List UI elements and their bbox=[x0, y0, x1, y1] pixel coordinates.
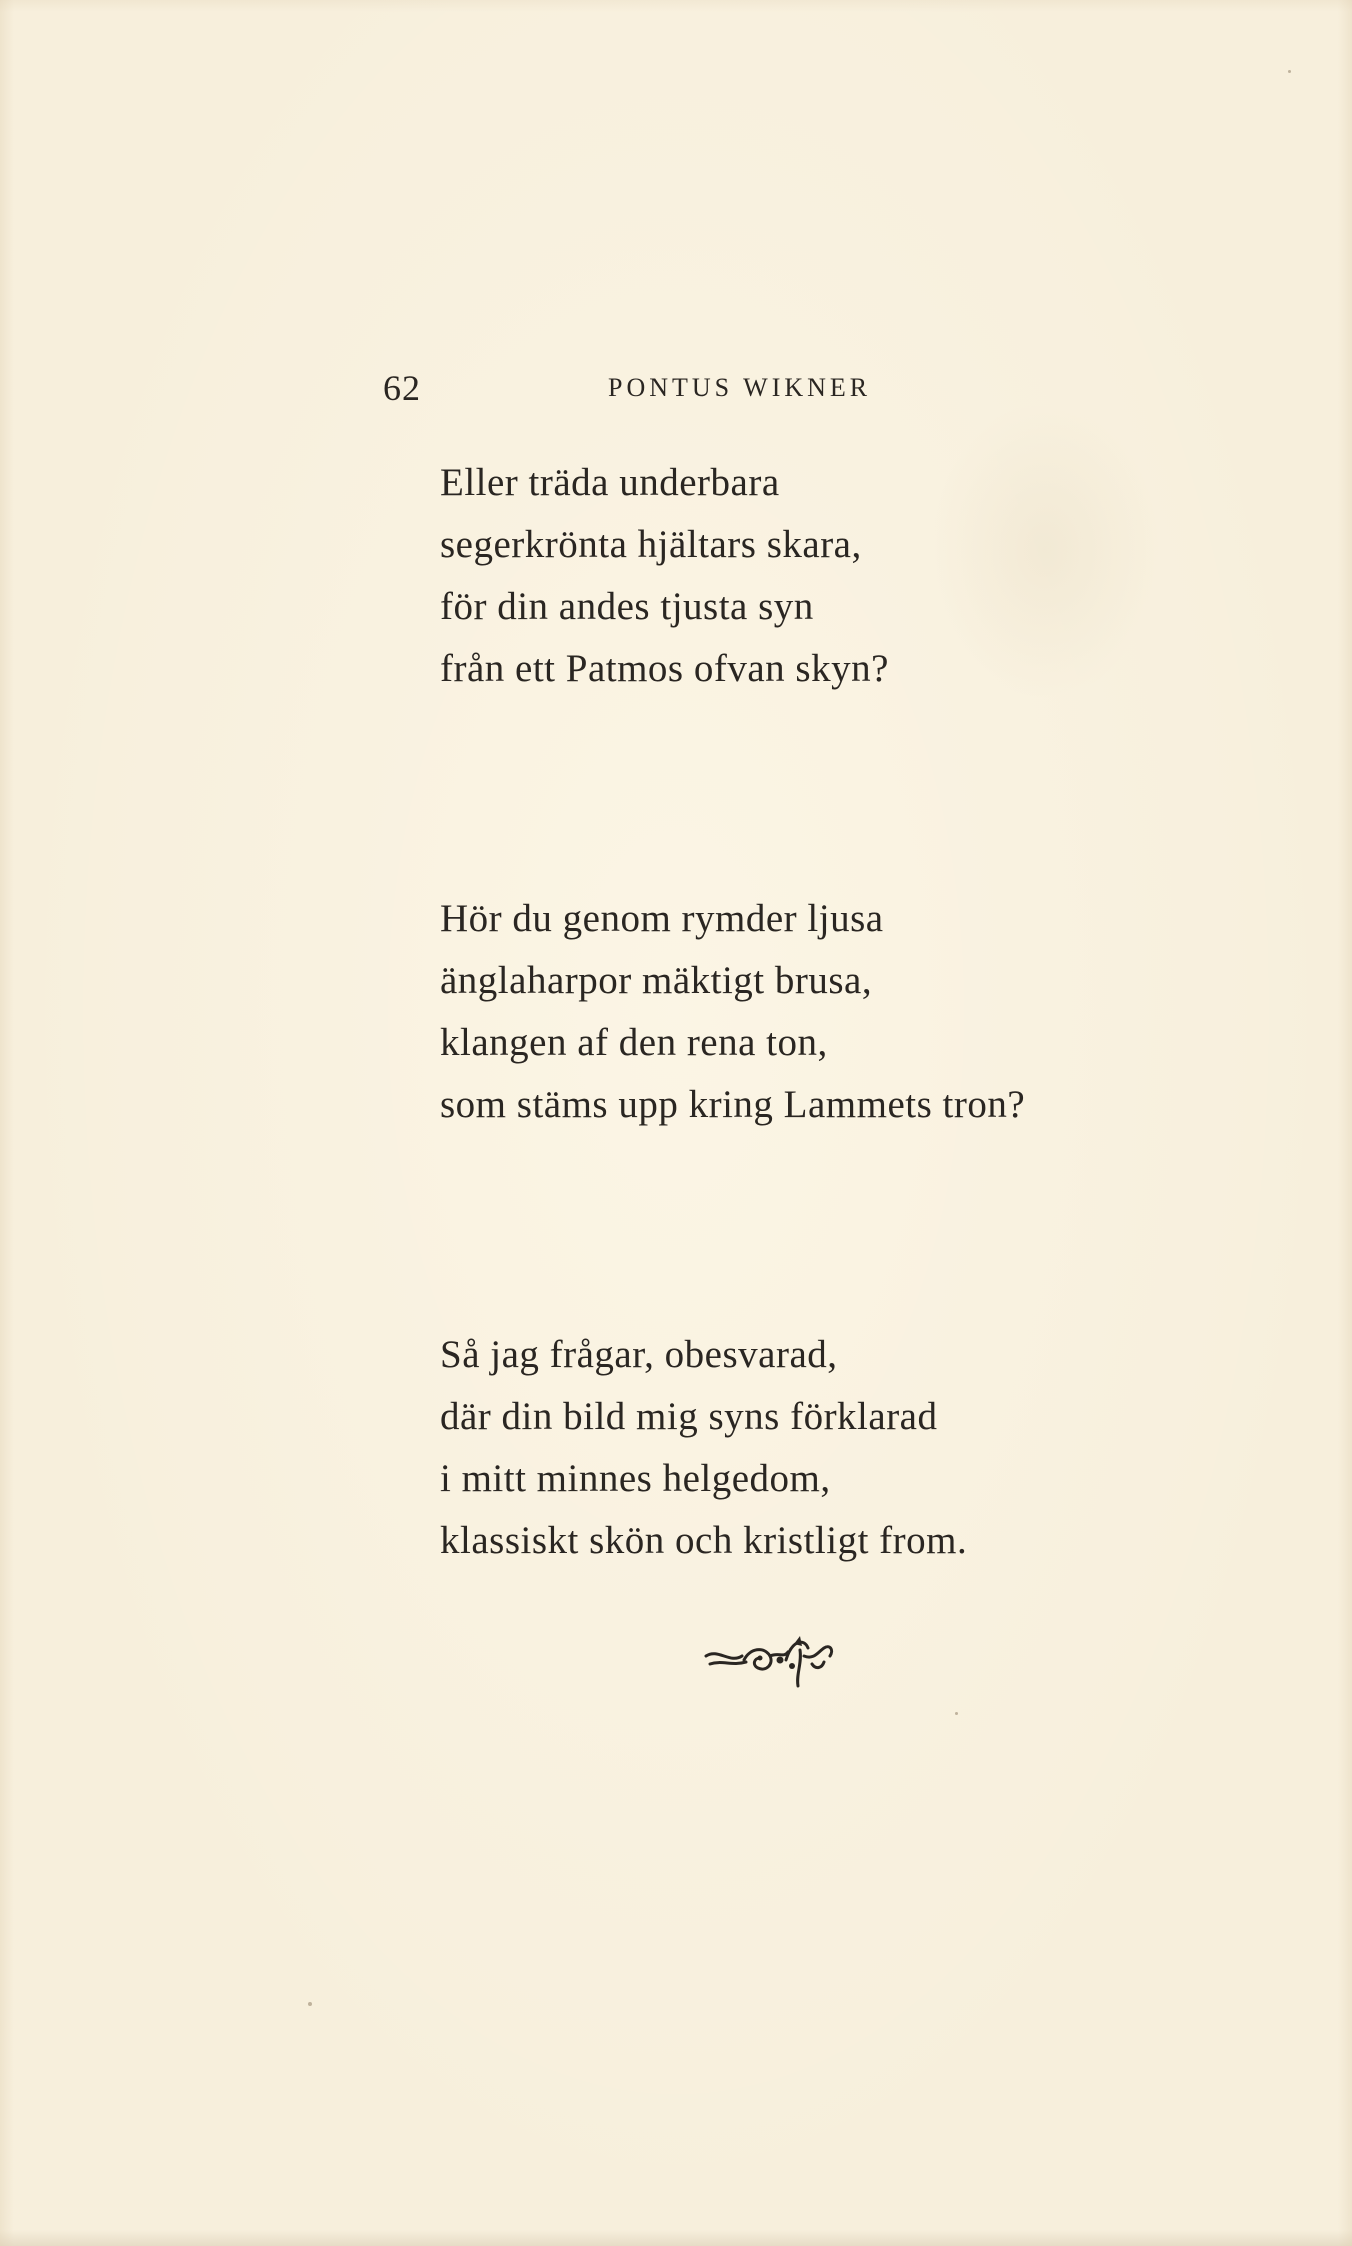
poem-line: från ett Patmos ofvan skyn? bbox=[440, 647, 889, 690]
poem-line: för din andes tjusta syn bbox=[440, 585, 814, 628]
stanza-1 bbox=[440, 452, 1140, 700]
poem-line: Hör du genom rymder ljusa bbox=[440, 897, 884, 940]
poem-line: där din bild mig syns förklarad bbox=[440, 1395, 938, 1438]
poem-line: segerkrönta hjältars skara, bbox=[440, 523, 862, 566]
page-number: 62 bbox=[383, 368, 421, 408]
floral-ornament-icon bbox=[700, 1630, 840, 1694]
poem bbox=[440, 452, 1140, 1760]
stanza-2 bbox=[440, 888, 1140, 1136]
poem-line: Eller träda underbara bbox=[440, 461, 780, 504]
stanza-3 bbox=[440, 1324, 1140, 1572]
poem-line: änglaharpor mäktigt brusa, bbox=[440, 959, 873, 1002]
poem-line: Så jag frågar, obesvarad, bbox=[440, 1333, 838, 1376]
poem-line: klangen af den rena ton, bbox=[440, 1021, 828, 1064]
running-head: PONTUS WIKNER bbox=[608, 373, 872, 402]
paper-speck bbox=[955, 1712, 958, 1715]
poem-line: klassiskt skön och kristligt from. bbox=[440, 1519, 968, 1562]
poem-line: som stäms upp kring Lammets tron? bbox=[440, 1083, 1026, 1126]
page-header bbox=[0, 358, 1352, 418]
paper-speck bbox=[308, 2002, 312, 2006]
paper-speck bbox=[1288, 70, 1291, 73]
poem-line: i mitt minnes helgedom, bbox=[440, 1457, 831, 1500]
